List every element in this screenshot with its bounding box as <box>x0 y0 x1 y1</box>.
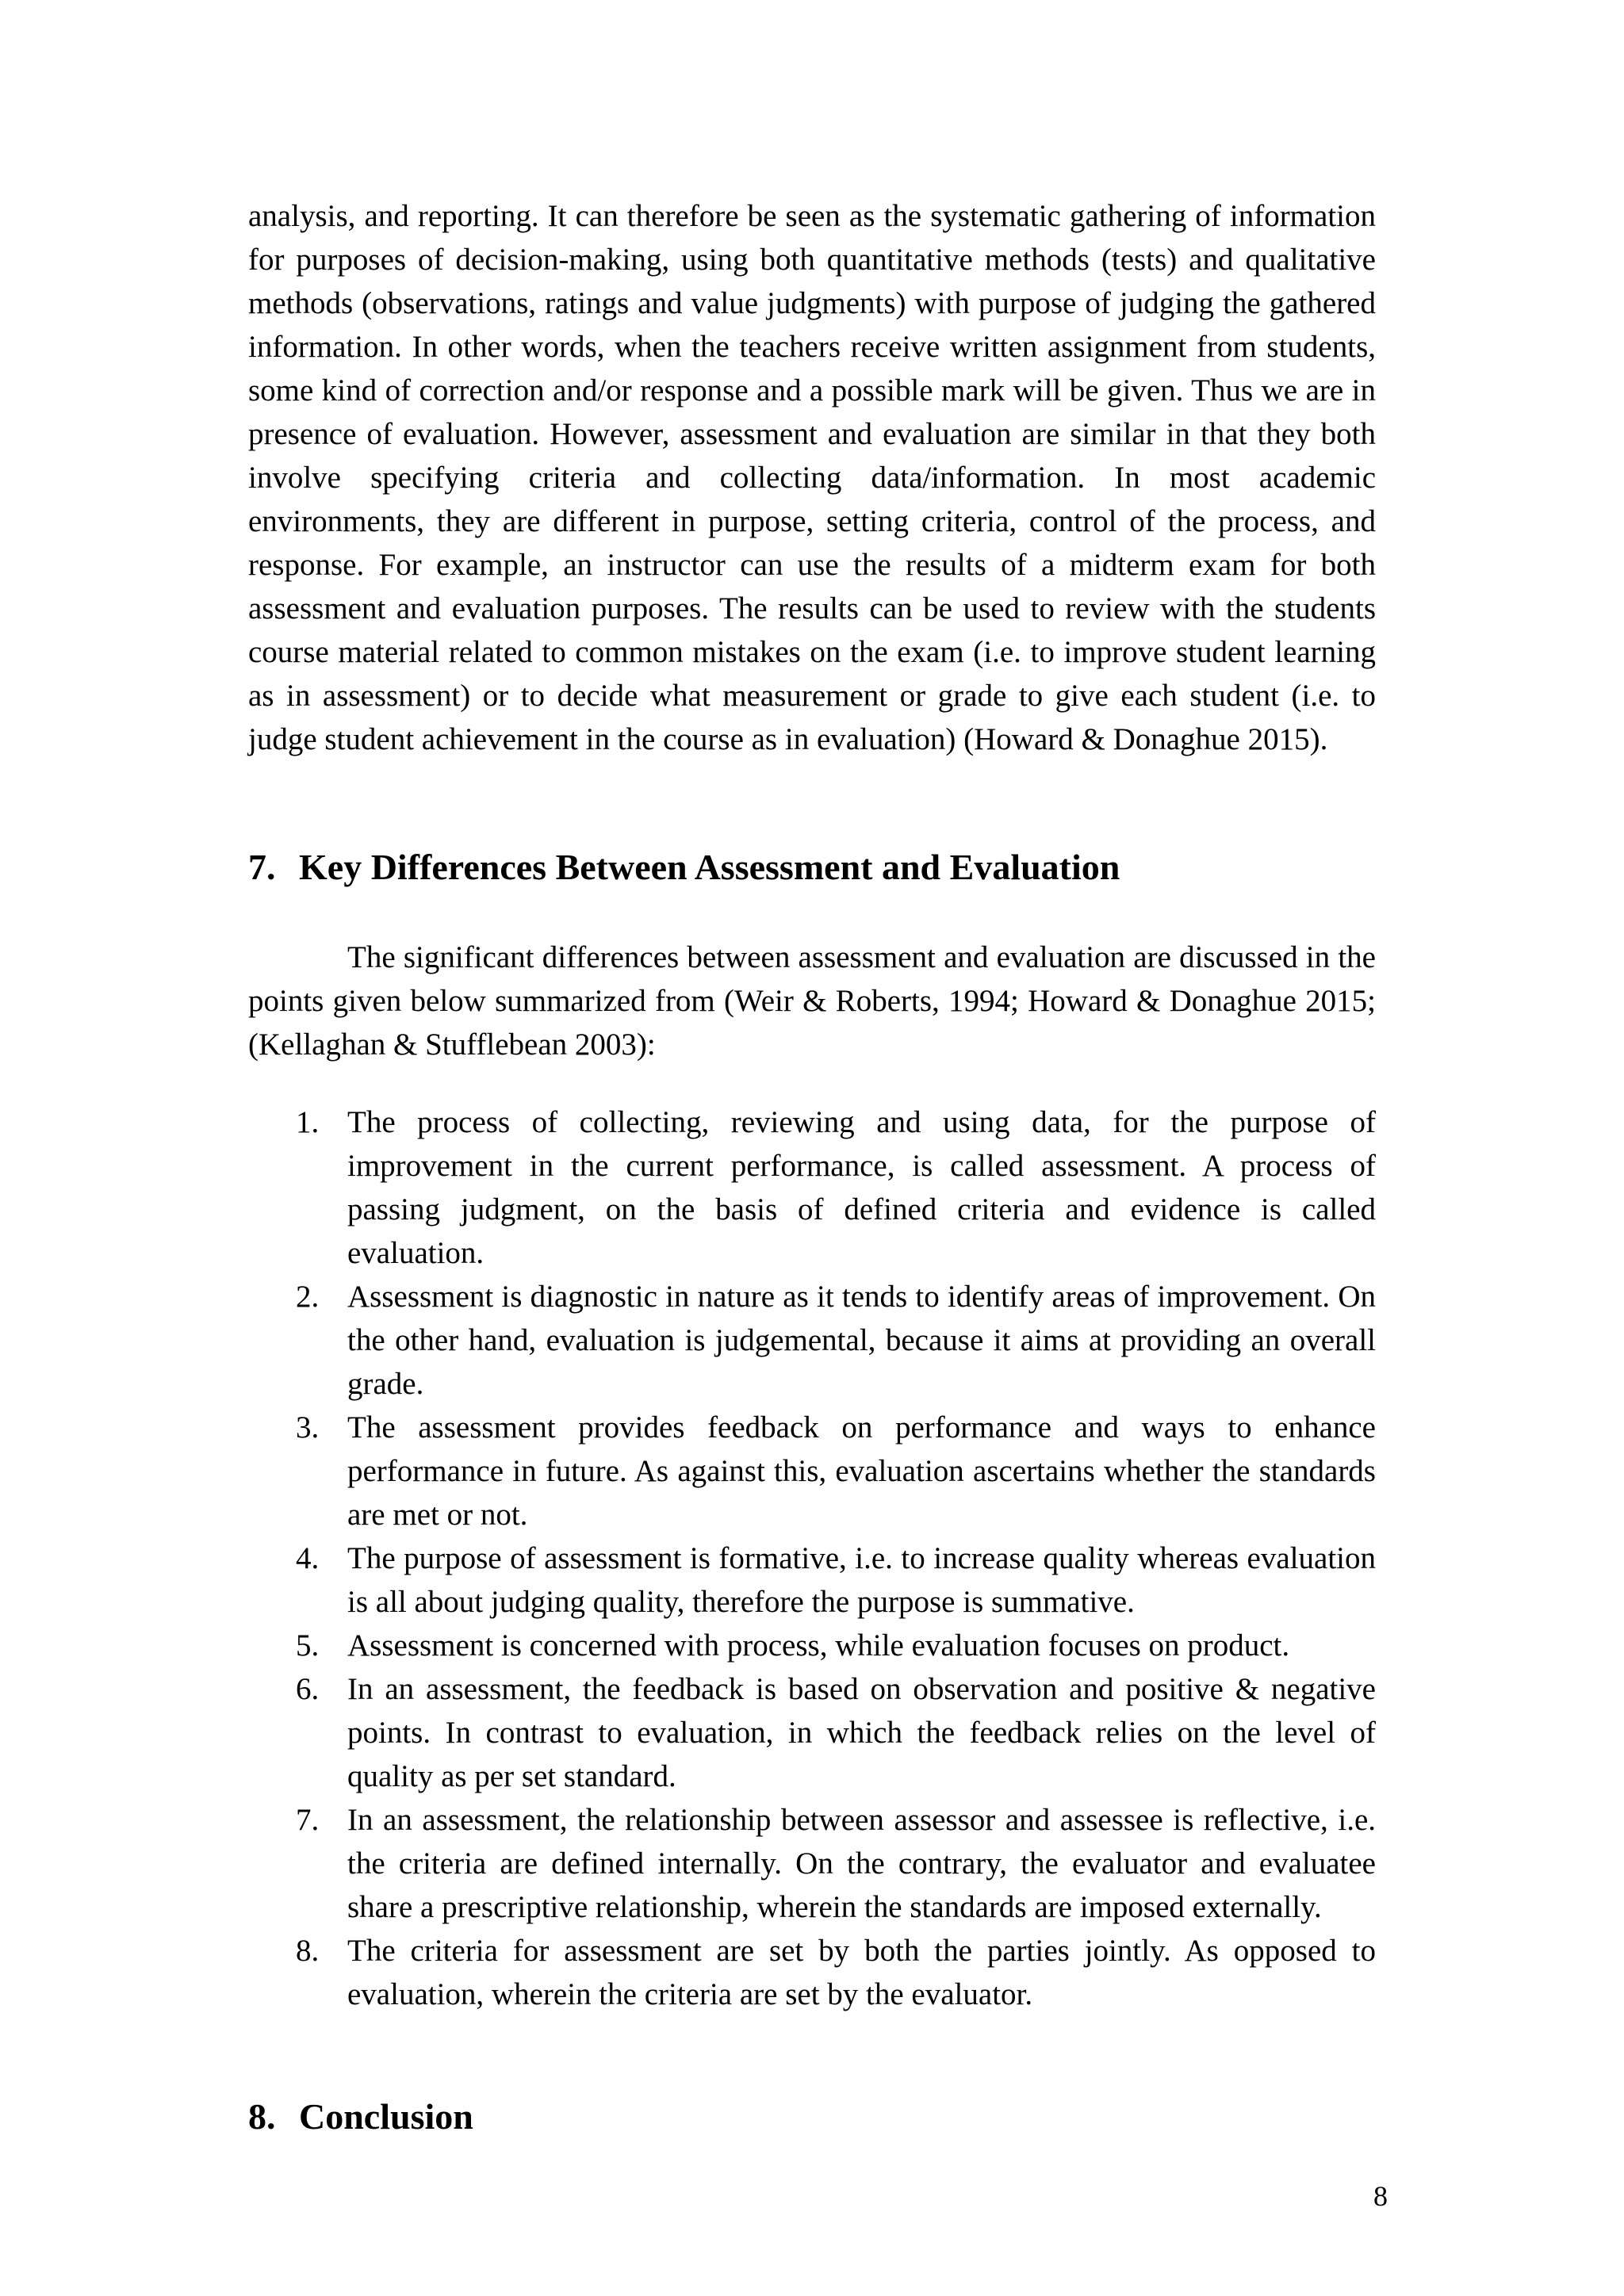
section-8-number: 8. <box>248 2096 276 2137</box>
list-marker: 6. <box>296 1672 320 1706</box>
section-8-heading <box>248 2093 1376 2141</box>
section-7-number: 7. <box>248 847 276 887</box>
list-item <box>248 1929 1376 2016</box>
list-marker: 4. <box>296 1541 320 1575</box>
list-item-text: Assessment is concerned with process, while evaluation focuses on product. <box>347 1628 1290 1663</box>
list-item <box>248 1100 1376 1275</box>
page-number: 8 <box>1373 2180 1388 2212</box>
list-marker: 2. <box>296 1280 320 1314</box>
list-item <box>248 1798 1376 1929</box>
list-marker: 3. <box>296 1410 320 1445</box>
section-8-title: Conclusion <box>299 2096 473 2137</box>
list-marker: 5. <box>296 1628 320 1663</box>
list-item <box>248 1406 1376 1536</box>
list-item-text: In an assessment, the feedback is based on observation and positive & negative points. In contrast to evaluation, in which the feedback relies on the level of quality as per set standard. <box>347 1672 1376 1793</box>
list-marker: 8. <box>296 1934 320 1968</box>
list-marker: 1. <box>296 1105 320 1139</box>
list-item-text: The process of collecting, reviewing and using data, for the purpose of improvement in the current performance, is called assessment. A process of passing judgment, on the basis of defined criteria and evidence is called evaluation. <box>347 1105 1376 1270</box>
list-item <box>248 1667 1376 1798</box>
section-7-heading <box>248 844 1376 891</box>
list-item <box>248 1536 1376 1624</box>
list-item <box>248 1275 1376 1406</box>
list-item <box>248 1624 1376 1667</box>
list-item-text: In an assessment, the relationship between assessor and assessee is reflective, i.e. the criteria are defined internally. On the contrary, the evaluator and evaluatee share a prescriptive relationship, wherein the standards are imposed externally. <box>347 1803 1376 1924</box>
intro-paragraph: analysis, and reporting. It can therefore be seen as the systematic gathering of information for purposes of decision-making, using both quantitative methods (tests) and qualitative methods (observations, ratings and value judgments) with purpose of judging the gathered information. In other words, when the teachers receive written assignment from students, some kind of correction and/or response and a possible mark will be given. Thus we are in presence of evaluation. However, assessment and evaluation are similar in that they both involve specifying criteria and collecting data/information. In most academic environments, they are different in purpose, setting criteria, control of the process, and response. For example, an instructor can use the results of a midterm exam for both assessment and evaluation purposes. The results can be used to review with the students course material related to common mistakes on the exam (i.e. to improve student learning as in assessment) or to decide what measurement or grade to give each student (i.e. to judge student achievement in the course as in evaluation) (Howard & Donaghue 2015). <box>248 199 1376 756</box>
differences-list <box>248 1100 1376 2016</box>
list-marker: 7. <box>296 1803 320 1837</box>
list-item-text: The criteria for assessment are set by both the parties jointly. As opposed to evaluation, wherein the criteria are set by the evaluator. <box>347 1934 1376 2011</box>
section-7-intro: The significant differences between assessment and evaluation are discussed in the points given below summarized from (Weir & Roberts, 1994; Howard & Donaghue 2015; (Kellaghan & Stufflebean 2003): <box>248 940 1376 1062</box>
list-item-text: Assessment is diagnostic in nature as it tends to identify areas of improvement. On the other hand, evaluation is judgemental, because it aims at providing an overall grade. <box>347 1280 1376 1401</box>
section-7-title: Key Differences Between Assessment and Evaluation <box>299 847 1120 887</box>
list-item-text: The assessment provides feedback on performance and ways to enhance performance in future. As against this, evaluation ascertains whether the standards are met or not. <box>347 1410 1376 1532</box>
list-item-text: The purpose of assessment is formative, i.e. to increase quality whereas evaluation is all about judging quality, therefore the purpose is summative. <box>347 1541 1376 1619</box>
